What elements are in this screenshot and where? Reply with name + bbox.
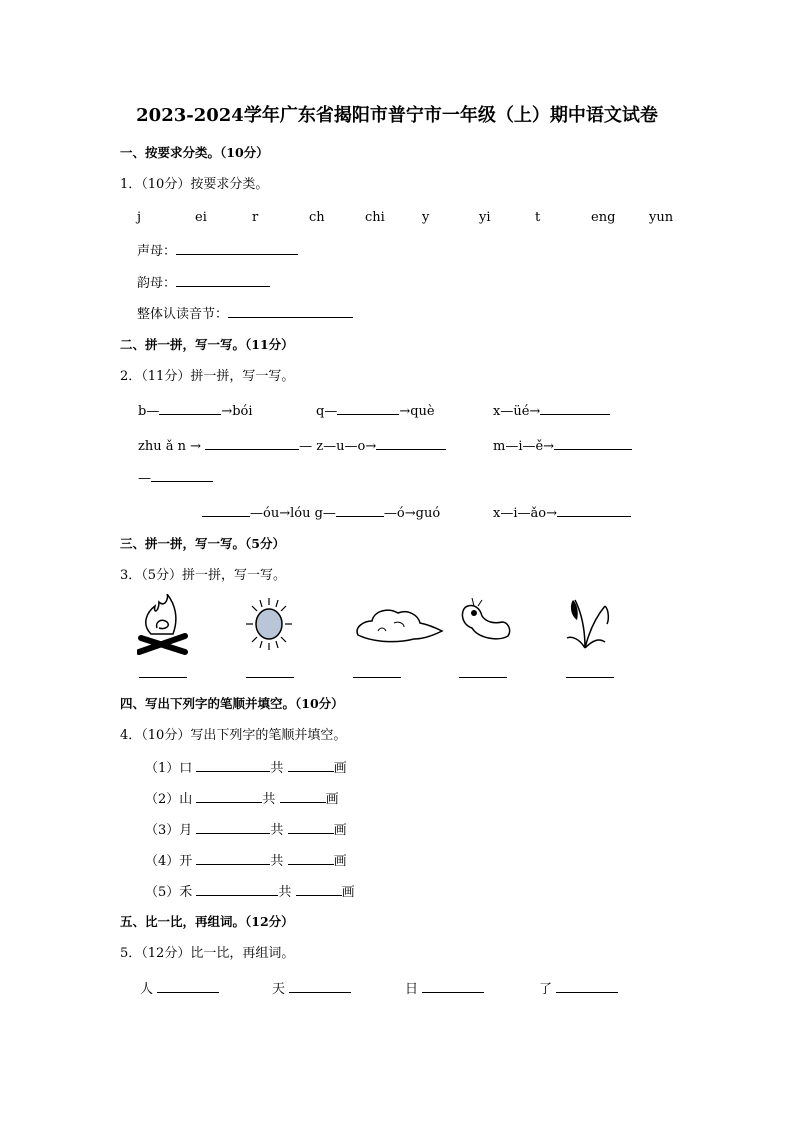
answer-blank[interactable] <box>288 759 334 772</box>
pinyin-item <box>138 469 213 487</box>
question-4: 4．（10分）写出下列字的笔顺并填空。 <box>120 728 347 743</box>
answer-blank[interactable] <box>353 677 401 678</box>
letter: ch <box>309 210 325 225</box>
question-2: 2．（11分）拼一拼，写一写。 <box>120 369 295 384</box>
answer-blank[interactable] <box>289 980 351 993</box>
gong-text: 共 <box>270 761 284 776</box>
answer-blank[interactable] <box>202 504 250 517</box>
pinyin-item <box>138 402 253 420</box>
answer-blank[interactable] <box>540 402 610 415</box>
answer-blank[interactable] <box>296 883 342 896</box>
letter: yun <box>649 210 674 225</box>
answer-blank[interactable] <box>151 469 213 482</box>
section-4-header: 四、写出下列字的笔顺并填空。（10分） <box>120 696 344 711</box>
pinyin-text: — <box>138 471 151 486</box>
answer-blank[interactable] <box>557 504 631 517</box>
yunmu-label: 韵母： <box>137 276 177 291</box>
pinyin-text: —óu→lóu g— <box>250 506 336 521</box>
answer-blank[interactable] <box>159 402 221 415</box>
answer-blank[interactable] <box>157 980 219 993</box>
char-label: 天 <box>272 982 286 997</box>
pinyin-text: zhu ǎ n → <box>138 439 202 454</box>
char-label: 了 <box>539 982 553 997</box>
answer-blank[interactable] <box>556 980 618 993</box>
pinyin-item <box>202 504 440 522</box>
char-label: （1）口 <box>145 761 193 776</box>
answer-blank[interactable] <box>205 437 299 450</box>
page-title: 2023-2024学年广东省揭阳市普宁市一年级（上）期中语文试卷 <box>136 105 658 126</box>
campfire-icon <box>137 594 189 656</box>
letter: j <box>137 210 142 225</box>
pinyin-item <box>316 402 435 420</box>
answer-blank[interactable] <box>139 677 187 678</box>
gong-text: 共 <box>278 885 292 900</box>
zhengti-row <box>137 305 353 323</box>
char-label: （3）月 <box>145 823 193 838</box>
answer-blank[interactable] <box>554 437 632 450</box>
word-item <box>140 980 219 998</box>
pinyin-text: —ó→guó <box>383 506 441 521</box>
pinyin-text: x—i—ǎo→ <box>493 506 557 521</box>
cloud-icon <box>354 605 444 645</box>
answer-blank[interactable] <box>176 242 298 255</box>
question-1: 1．（10分）按要求分类。 <box>120 177 269 192</box>
letter: y <box>422 210 430 225</box>
yunmu-row <box>137 274 270 292</box>
answer-blank[interactable] <box>566 677 614 678</box>
shengmu-label: 声母： <box>137 244 177 259</box>
section-1-header: 一、按要求分类。（10分） <box>120 145 269 160</box>
letter: r <box>252 210 259 225</box>
char-label: （2）山 <box>145 792 193 807</box>
letter: t <box>535 210 541 225</box>
sun-icon <box>244 596 294 652</box>
letter: eng <box>591 210 616 225</box>
pinyin-item <box>493 402 610 420</box>
gong-text: 共 <box>262 792 276 807</box>
answer-blank[interactable] <box>336 504 384 517</box>
section-3-header: 三、拼一拼，写一写。（5分） <box>120 536 285 551</box>
hua-text: 画 <box>333 761 347 776</box>
answer-blank[interactable] <box>376 437 446 450</box>
pinyin-text: →bói <box>221 404 253 419</box>
section-5-header: 五、比一比，再组词。（12分） <box>120 914 294 929</box>
letter: chi <box>365 210 385 225</box>
hua-text: 画 <box>333 823 347 838</box>
answer-blank[interactable] <box>337 402 399 415</box>
stroke-item <box>145 759 347 777</box>
pinyin-text: q— <box>316 404 338 419</box>
hua-text: 画 <box>325 792 339 807</box>
stroke-item <box>145 821 347 839</box>
rice-plant-icon <box>565 596 613 650</box>
pinyin-item <box>493 504 631 522</box>
char-label: 日 <box>405 982 419 997</box>
stroke-item <box>145 790 339 808</box>
word-item <box>405 980 484 998</box>
hua-text: 画 <box>333 854 347 869</box>
pinyin-text: — z—u—o→ <box>299 439 377 454</box>
answer-blank[interactable] <box>196 883 278 896</box>
pinyin-text: b— <box>138 404 160 419</box>
letter: ei <box>195 210 207 225</box>
gong-text: 共 <box>270 854 284 869</box>
hua-text: 画 <box>341 885 355 900</box>
letter: yi <box>479 210 491 225</box>
char-label: 人 <box>140 982 154 997</box>
answer-blank[interactable] <box>176 274 270 287</box>
pinyin-text: →què <box>399 404 435 419</box>
word-item <box>272 980 351 998</box>
answer-blank[interactable] <box>246 677 294 678</box>
shengmu-row <box>137 242 298 260</box>
answer-blank[interactable] <box>288 852 334 865</box>
section-2-header: 二、拼一拼，写一写。（11分） <box>120 337 294 352</box>
char-label: （5）禾 <box>145 885 193 900</box>
zhengti-label: 整体认读音节： <box>137 307 229 322</box>
pinyin-text: m—i—ě→ <box>493 439 555 454</box>
answer-blank[interactable] <box>196 852 270 865</box>
answer-blank[interactable] <box>459 677 507 678</box>
pinyin-item <box>138 437 446 455</box>
question-3: 3．（5分）拼一拼，写一写。 <box>120 568 287 583</box>
answer-blank[interactable] <box>196 759 270 772</box>
stroke-item <box>145 883 355 901</box>
question-5: 5．（12分）比一比，再组词。 <box>120 946 295 961</box>
stroke-item <box>145 852 347 870</box>
pinyin-text: x—üé→ <box>493 404 541 419</box>
answer-blank[interactable] <box>228 305 353 318</box>
word-item <box>539 980 618 998</box>
char-label: （4）开 <box>145 854 193 869</box>
answer-blank[interactable] <box>422 980 484 993</box>
answer-blank[interactable] <box>288 821 334 834</box>
caterpillar-icon <box>458 598 513 644</box>
answer-blank[interactable] <box>280 790 326 803</box>
answer-blank[interactable] <box>196 790 262 803</box>
gong-text: 共 <box>270 823 284 838</box>
answer-blank[interactable] <box>196 821 270 834</box>
pinyin-item <box>493 437 632 455</box>
